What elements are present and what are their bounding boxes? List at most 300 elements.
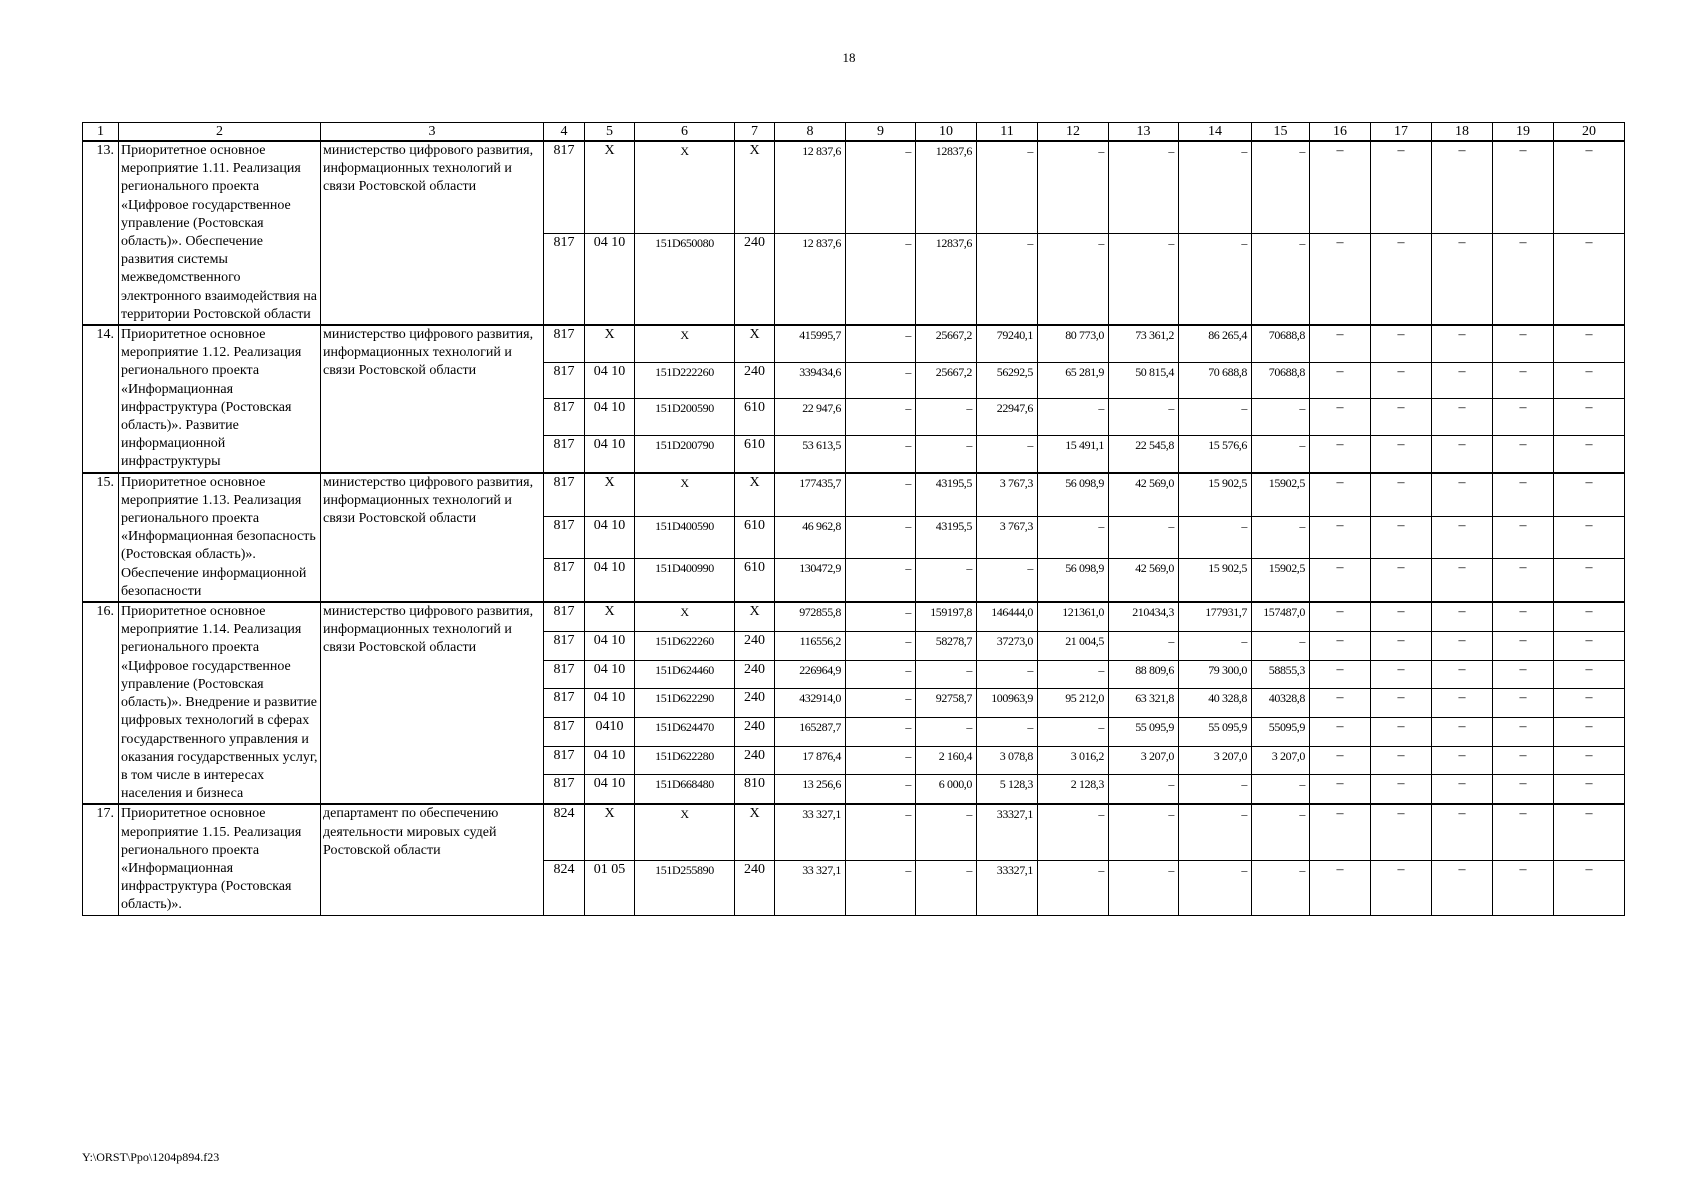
value-cell: 240 xyxy=(735,233,775,325)
value-cell: – xyxy=(1493,233,1554,325)
value-cell: – xyxy=(1432,141,1493,233)
value-cell: 165287,7 xyxy=(775,718,846,747)
value-cell: – xyxy=(1179,804,1252,860)
value-cell: – xyxy=(1493,689,1554,718)
column-number-row xyxy=(83,123,1625,142)
value-cell: 04 10 xyxy=(585,362,635,398)
value-cell: 177931,7 xyxy=(1179,602,1252,631)
value-cell: – xyxy=(1252,804,1310,860)
executor-name: министерство цифрового развития, информационных технологий и связи Ростовской области xyxy=(321,602,544,804)
executor-name: министерство цифрового развития, информационных технологий и связи Ростовской области xyxy=(321,141,544,325)
value-cell: 151D622280 xyxy=(635,746,735,775)
value-cell: 817 xyxy=(544,632,585,661)
value-cell: – xyxy=(1493,325,1554,362)
value-cell: – xyxy=(1432,860,1493,915)
column-number-cell: 20 xyxy=(1554,123,1625,142)
value-cell: 70 688,8 xyxy=(1179,362,1252,398)
value-cell: – xyxy=(1252,632,1310,661)
value-cell: – xyxy=(1432,233,1493,325)
value-cell: 415995,7 xyxy=(775,325,846,362)
value-cell: – xyxy=(1554,632,1625,661)
column-number-cell: 2 xyxy=(119,123,321,142)
value-cell: – xyxy=(1554,141,1625,233)
value-cell: 22 947,6 xyxy=(775,399,846,435)
table-row xyxy=(83,602,1625,631)
value-cell: 240 xyxy=(735,689,775,718)
value-cell: 610 xyxy=(735,516,775,558)
value-cell: 04 10 xyxy=(585,689,635,718)
value-cell: – xyxy=(1038,399,1109,435)
value-cell: X xyxy=(635,141,735,233)
value-cell: 79 300,0 xyxy=(1179,660,1252,689)
value-cell: 42 569,0 xyxy=(1109,473,1179,517)
value-cell: – xyxy=(1310,718,1371,747)
table-row xyxy=(83,325,1625,362)
item-number: 13. xyxy=(83,141,119,325)
value-cell: – xyxy=(1371,746,1432,775)
value-cell: – xyxy=(1252,399,1310,435)
item-number: 16. xyxy=(83,602,119,804)
value-cell: 226964,9 xyxy=(775,660,846,689)
value-cell: – xyxy=(916,559,977,603)
value-cell: 86 265,4 xyxy=(1179,325,1252,362)
value-cell: X xyxy=(735,804,775,860)
column-number-cell: 11 xyxy=(977,123,1038,142)
value-cell: 15 902,5 xyxy=(1179,473,1252,517)
value-cell: – xyxy=(1252,141,1310,233)
value-cell: – xyxy=(1432,473,1493,517)
value-cell: 240 xyxy=(735,860,775,915)
value-cell: 33 327,1 xyxy=(775,804,846,860)
value-cell: 817 xyxy=(544,775,585,804)
column-number-cell: 19 xyxy=(1493,123,1554,142)
column-number-cell: 5 xyxy=(585,123,635,142)
value-cell: – xyxy=(1371,435,1432,472)
value-cell: – xyxy=(1554,689,1625,718)
value-cell: 972855,8 xyxy=(775,602,846,631)
value-cell: – xyxy=(1554,860,1625,915)
value-cell: 58855,3 xyxy=(1252,660,1310,689)
value-cell: – xyxy=(1432,689,1493,718)
value-cell: – xyxy=(1109,632,1179,661)
value-cell: 817 xyxy=(544,602,585,631)
value-cell: 210434,3 xyxy=(1109,602,1179,631)
value-cell: 151D624470 xyxy=(635,718,735,747)
value-cell: – xyxy=(846,516,916,558)
value-cell: 151D668480 xyxy=(635,775,735,804)
value-cell: – xyxy=(977,660,1038,689)
column-number-cell: 7 xyxy=(735,123,775,142)
value-cell: X xyxy=(585,602,635,631)
value-cell: X xyxy=(735,602,775,631)
value-cell: – xyxy=(1371,141,1432,233)
column-number-cell: 4 xyxy=(544,123,585,142)
value-cell: – xyxy=(1371,233,1432,325)
value-cell: 50 815,4 xyxy=(1109,362,1179,398)
value-cell: – xyxy=(1038,233,1109,325)
value-cell: – xyxy=(1371,473,1432,517)
value-cell: – xyxy=(1179,141,1252,233)
value-cell: X xyxy=(635,325,735,362)
value-cell: – xyxy=(1310,516,1371,558)
value-cell: – xyxy=(846,435,916,472)
value-cell: 43195,5 xyxy=(916,516,977,558)
value-cell: – xyxy=(846,233,916,325)
activity-name: Приоритетное основное мероприятие 1.13. Реализация регионального проекта «Информационная безопасность (Ростовская область)». Обеспечение информационной безопасности xyxy=(119,473,321,602)
value-cell: – xyxy=(1554,399,1625,435)
value-cell: – xyxy=(846,141,916,233)
value-cell: – xyxy=(1371,689,1432,718)
value-cell: 177435,7 xyxy=(775,473,846,517)
value-cell: X xyxy=(735,141,775,233)
value-cell: – xyxy=(1310,660,1371,689)
value-cell: – xyxy=(1493,473,1554,517)
value-cell: 42 569,0 xyxy=(1109,559,1179,603)
value-cell: – xyxy=(1310,860,1371,915)
value-cell: – xyxy=(1493,632,1554,661)
value-cell: 80 773,0 xyxy=(1038,325,1109,362)
value-cell: – xyxy=(1179,860,1252,915)
value-cell: – xyxy=(1038,860,1109,915)
value-cell: 3 767,3 xyxy=(977,473,1038,517)
value-cell: 824 xyxy=(544,804,585,860)
value-cell: 53 613,5 xyxy=(775,435,846,472)
value-cell: – xyxy=(1310,746,1371,775)
value-cell: – xyxy=(1310,473,1371,517)
item-number: 14. xyxy=(83,325,119,473)
value-cell: – xyxy=(977,718,1038,747)
value-cell: 3 207,0 xyxy=(1252,746,1310,775)
value-cell: – xyxy=(1432,775,1493,804)
value-cell: – xyxy=(1038,660,1109,689)
value-cell: – xyxy=(916,860,977,915)
value-cell: – xyxy=(1432,362,1493,398)
value-cell: – xyxy=(916,660,977,689)
value-cell: – xyxy=(1554,325,1625,362)
value-cell: 58278,7 xyxy=(916,632,977,661)
value-cell: – xyxy=(1310,775,1371,804)
value-cell: – xyxy=(1493,559,1554,603)
value-cell: 56292,5 xyxy=(977,362,1038,398)
value-cell: – xyxy=(1432,325,1493,362)
value-cell: 04 10 xyxy=(585,435,635,472)
value-cell: X xyxy=(635,602,735,631)
value-cell: – xyxy=(1310,325,1371,362)
value-cell: 817 xyxy=(544,325,585,362)
table-row xyxy=(83,804,1625,860)
value-cell: X xyxy=(585,473,635,517)
value-cell: X xyxy=(735,325,775,362)
value-cell: – xyxy=(1554,718,1625,747)
value-cell: 13 256,6 xyxy=(775,775,846,804)
value-cell: – xyxy=(1179,775,1252,804)
value-cell: 33327,1 xyxy=(977,804,1038,860)
value-cell: – xyxy=(1493,435,1554,472)
value-cell: – xyxy=(1432,660,1493,689)
value-cell: – xyxy=(977,435,1038,472)
value-cell: 04 10 xyxy=(585,632,635,661)
value-cell: 610 xyxy=(735,435,775,472)
value-cell: – xyxy=(1109,399,1179,435)
column-number-cell: 6 xyxy=(635,123,735,142)
value-cell: 88 809,6 xyxy=(1109,660,1179,689)
column-number-cell: 14 xyxy=(1179,123,1252,142)
value-cell: 100963,9 xyxy=(977,689,1038,718)
value-cell: – xyxy=(846,632,916,661)
value-cell: – xyxy=(1554,516,1625,558)
value-cell: 04 10 xyxy=(585,559,635,603)
value-cell: – xyxy=(1493,399,1554,435)
value-cell: 92758,7 xyxy=(916,689,977,718)
column-number-cell: 8 xyxy=(775,123,846,142)
value-cell: 817 xyxy=(544,141,585,233)
column-number-cell: 10 xyxy=(916,123,977,142)
value-cell: – xyxy=(1252,435,1310,472)
value-cell: 339434,6 xyxy=(775,362,846,398)
value-cell: 37273,0 xyxy=(977,632,1038,661)
value-cell: 33327,1 xyxy=(977,860,1038,915)
value-cell: – xyxy=(1109,775,1179,804)
value-cell: – xyxy=(846,718,916,747)
value-cell: – xyxy=(1554,746,1625,775)
value-cell: 2 128,3 xyxy=(1038,775,1109,804)
value-cell: 0410 xyxy=(585,718,635,747)
value-cell: 432914,0 xyxy=(775,689,846,718)
value-cell: 610 xyxy=(735,399,775,435)
column-number-cell: 15 xyxy=(1252,123,1310,142)
value-cell: 3 016,2 xyxy=(1038,746,1109,775)
value-cell: – xyxy=(1109,516,1179,558)
value-cell: – xyxy=(846,689,916,718)
value-cell: – xyxy=(1554,362,1625,398)
value-cell: – xyxy=(1493,860,1554,915)
value-cell: – xyxy=(1252,860,1310,915)
value-cell: 2 160,4 xyxy=(916,746,977,775)
value-cell: – xyxy=(1371,775,1432,804)
value-cell: – xyxy=(846,399,916,435)
value-cell: – xyxy=(846,559,916,603)
item-number: 15. xyxy=(83,473,119,602)
value-cell: 55 095,9 xyxy=(1109,718,1179,747)
value-cell: 70688,8 xyxy=(1252,362,1310,398)
value-cell: 56 098,9 xyxy=(1038,559,1109,603)
value-cell: 817 xyxy=(544,473,585,517)
value-cell: – xyxy=(1554,775,1625,804)
value-cell: 817 xyxy=(544,718,585,747)
value-cell: – xyxy=(1038,718,1109,747)
value-cell: – xyxy=(846,362,916,398)
value-cell: 151D400590 xyxy=(635,516,735,558)
value-cell: 63 321,8 xyxy=(1109,689,1179,718)
value-cell: 04 10 xyxy=(585,399,635,435)
page-number: 18 xyxy=(842,50,856,65)
file-path-footer: Y:\ORST\Ppo\1204p894.f23 xyxy=(82,1150,220,1164)
value-cell: – xyxy=(1371,718,1432,747)
value-cell: 40328,8 xyxy=(1252,689,1310,718)
value-cell: – xyxy=(846,746,916,775)
value-cell: 240 xyxy=(735,746,775,775)
table-row xyxy=(83,141,1625,233)
value-cell: – xyxy=(1554,804,1625,860)
value-cell: 151D650080 xyxy=(635,233,735,325)
value-cell: 04 10 xyxy=(585,775,635,804)
value-cell: – xyxy=(1310,233,1371,325)
value-cell: – xyxy=(1493,718,1554,747)
value-cell: – xyxy=(1493,602,1554,631)
value-cell: 159197,8 xyxy=(916,602,977,631)
executor-name: департамент по обеспечению деятельности мировых судей Ростовской области xyxy=(321,804,544,915)
value-cell: – xyxy=(977,141,1038,233)
value-cell: 43195,5 xyxy=(916,473,977,517)
value-cell: – xyxy=(1371,325,1432,362)
value-cell: 22947,6 xyxy=(977,399,1038,435)
value-cell: 817 xyxy=(544,516,585,558)
executor-name: министерство цифрового развития, информационных технологий и связи Ростовской области xyxy=(321,325,544,473)
value-cell: – xyxy=(1432,746,1493,775)
value-cell: 610 xyxy=(735,559,775,603)
value-cell: – xyxy=(1371,660,1432,689)
value-cell: – xyxy=(1310,362,1371,398)
value-cell: 151D200590 xyxy=(635,399,735,435)
value-cell: 151D200790 xyxy=(635,435,735,472)
value-cell: – xyxy=(1109,233,1179,325)
value-cell: – xyxy=(1179,516,1252,558)
value-cell: 151D624460 xyxy=(635,660,735,689)
value-cell: 15902,5 xyxy=(1252,473,1310,517)
value-cell: – xyxy=(1252,233,1310,325)
activity-name: Приоритетное основное мероприятие 1.12. Реализация регионального проекта «Информационная инфраструктура (Ростовская область)». Развитие информационной инфраструктуры xyxy=(119,325,321,473)
value-cell: 151D255890 xyxy=(635,860,735,915)
value-cell: 65 281,9 xyxy=(1038,362,1109,398)
value-cell: – xyxy=(1038,516,1109,558)
value-cell: – xyxy=(846,602,916,631)
value-cell: 240 xyxy=(735,632,775,661)
value-cell: 146444,0 xyxy=(977,602,1038,631)
value-cell: – xyxy=(846,804,916,860)
value-cell: – xyxy=(1493,660,1554,689)
value-cell: – xyxy=(1038,141,1109,233)
value-cell: X xyxy=(585,325,635,362)
value-cell: – xyxy=(1432,804,1493,860)
value-cell: – xyxy=(1432,602,1493,631)
value-cell: – xyxy=(1179,399,1252,435)
item-number: 17. xyxy=(83,804,119,915)
value-cell: – xyxy=(916,435,977,472)
column-number-cell: 12 xyxy=(1038,123,1109,142)
value-cell: – xyxy=(1554,473,1625,517)
value-cell: – xyxy=(1493,775,1554,804)
value-cell: X xyxy=(635,804,735,860)
value-cell: 817 xyxy=(544,399,585,435)
column-number-cell: 17 xyxy=(1371,123,1432,142)
column-number-cell: 18 xyxy=(1432,123,1493,142)
value-cell: 25667,2 xyxy=(916,325,977,362)
value-cell: X xyxy=(735,473,775,517)
value-cell: 12 837,6 xyxy=(775,233,846,325)
value-cell: 79240,1 xyxy=(977,325,1038,362)
value-cell: 151D400990 xyxy=(635,559,735,603)
value-cell: 15902,5 xyxy=(1252,559,1310,603)
value-cell: 3 078,8 xyxy=(977,746,1038,775)
value-cell: 121361,0 xyxy=(1038,602,1109,631)
value-cell: – xyxy=(1493,362,1554,398)
value-cell: 04 10 xyxy=(585,233,635,325)
value-cell: X xyxy=(635,473,735,517)
value-cell: – xyxy=(846,860,916,915)
value-cell: – xyxy=(1310,804,1371,860)
value-cell: – xyxy=(1432,559,1493,603)
value-cell: – xyxy=(1371,559,1432,603)
value-cell: – xyxy=(1554,660,1625,689)
value-cell: 817 xyxy=(544,435,585,472)
value-cell: – xyxy=(1310,435,1371,472)
executor-name: министерство цифрового развития, информационных технологий и связи Ростовской области xyxy=(321,473,544,602)
column-number-cell: 1 xyxy=(83,123,119,142)
value-cell: – xyxy=(1310,689,1371,718)
value-cell: 95 212,0 xyxy=(1038,689,1109,718)
value-cell: 04 10 xyxy=(585,746,635,775)
value-cell: 12 837,6 xyxy=(775,141,846,233)
value-cell: – xyxy=(1371,632,1432,661)
value-cell: 817 xyxy=(544,689,585,718)
value-cell: 01 05 xyxy=(585,860,635,915)
value-cell: 151D622290 xyxy=(635,689,735,718)
table-row xyxy=(83,473,1625,517)
value-cell: – xyxy=(1371,860,1432,915)
value-cell: – xyxy=(1432,718,1493,747)
value-cell: – xyxy=(1109,141,1179,233)
value-cell: – xyxy=(1252,775,1310,804)
value-cell: 46 962,8 xyxy=(775,516,846,558)
value-cell: 5 128,3 xyxy=(977,775,1038,804)
column-number-cell: 3 xyxy=(321,123,544,142)
value-cell: – xyxy=(1493,516,1554,558)
value-cell: – xyxy=(1179,233,1252,325)
column-number-cell: 9 xyxy=(846,123,916,142)
value-cell: 157487,0 xyxy=(1252,602,1310,631)
value-cell: 55 095,9 xyxy=(1179,718,1252,747)
value-cell: 70688,8 xyxy=(1252,325,1310,362)
value-cell: 3 207,0 xyxy=(1179,746,1252,775)
value-cell: X xyxy=(585,804,635,860)
column-number-cell: 16 xyxy=(1310,123,1371,142)
value-cell: 151D222260 xyxy=(635,362,735,398)
value-cell: – xyxy=(1371,516,1432,558)
value-cell: – xyxy=(1554,559,1625,603)
value-cell: – xyxy=(916,399,977,435)
activity-name: Приоритетное основное мероприятие 1.11. Реализация регионального проекта «Цифровое государственное управление (Ростовская область)». Обеспечение развития системы межведомственного электронного взаимодействия на территории Ростовской области xyxy=(119,141,321,325)
value-cell: – xyxy=(846,473,916,517)
value-cell: 55095,9 xyxy=(1252,718,1310,747)
value-cell: 17 876,4 xyxy=(775,746,846,775)
value-cell: – xyxy=(1432,516,1493,558)
value-cell: 15 576,6 xyxy=(1179,435,1252,472)
value-cell: – xyxy=(1371,399,1432,435)
activity-name: Приоритетное основное мероприятие 1.14. Реализация регионального проекта «Цифровое государственное управление (Ростовская область)». Внедрение и развитие цифровых технологий в сферах государственного управления и оказания государственных услуг, в том числе в интересах населения и бизнеса xyxy=(119,602,321,804)
value-cell: 151D622260 xyxy=(635,632,735,661)
value-cell: 817 xyxy=(544,559,585,603)
value-cell: 12837,6 xyxy=(916,233,977,325)
value-cell: 817 xyxy=(544,233,585,325)
value-cell: – xyxy=(1109,804,1179,860)
value-cell: – xyxy=(1109,860,1179,915)
column-number-cell: 13 xyxy=(1109,123,1179,142)
value-cell: – xyxy=(1179,632,1252,661)
value-cell: – xyxy=(1432,435,1493,472)
value-cell: – xyxy=(1554,602,1625,631)
value-cell: 25667,2 xyxy=(916,362,977,398)
value-cell: 56 098,9 xyxy=(1038,473,1109,517)
